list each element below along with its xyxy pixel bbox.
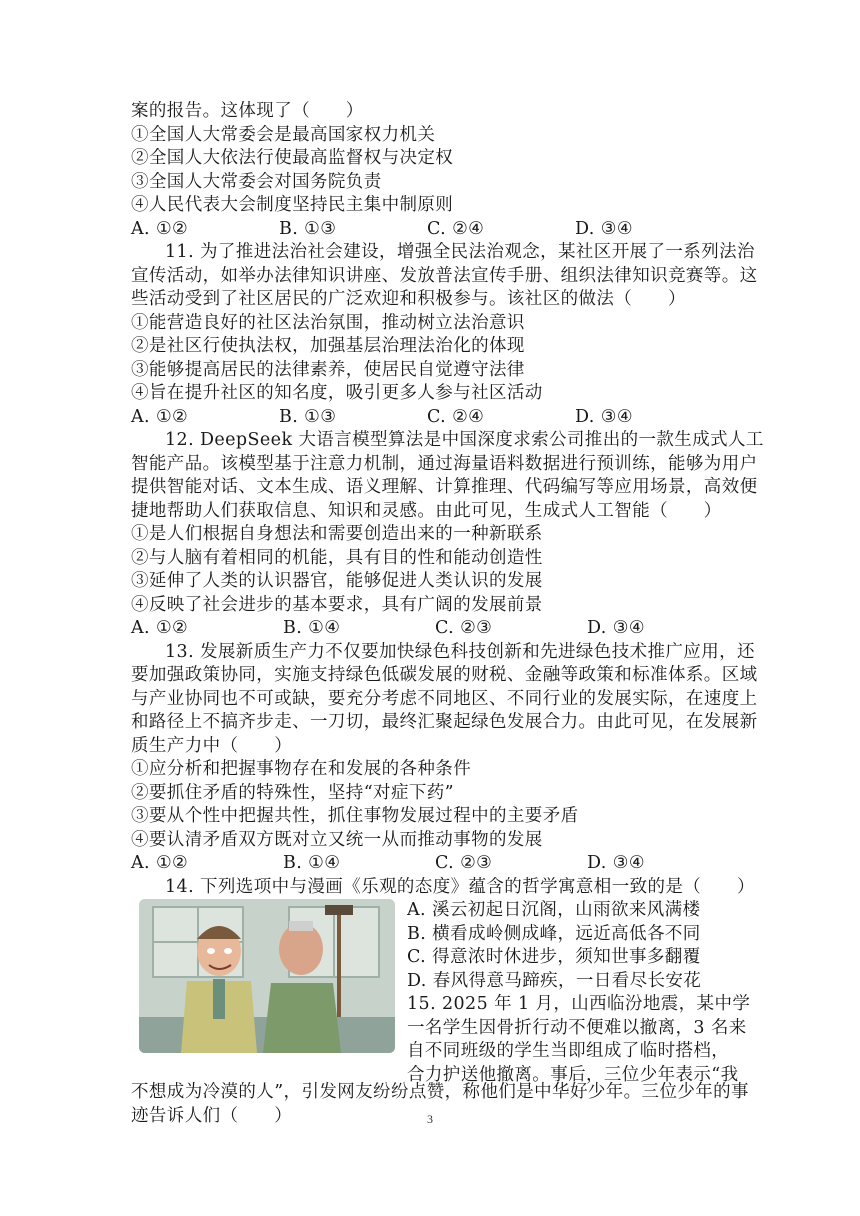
q10-stem-end: 案的报告。这体现了（ ） (131, 101, 364, 121)
q13-item-3: ③要从个性中把握共性，抓住事物发展过程中的主要矛盾 (131, 806, 579, 826)
q13-options (131, 852, 731, 876)
q10-options (131, 218, 731, 242)
q12-stem-line: 智能产品。该模型基于注意力机制，通过海量语料数据进行预训练，能够为用户 (131, 453, 758, 474)
q11-item-4: ④旨在提升社区的知名度，吸引更多人参与社区活动 (131, 383, 543, 403)
q12-stem-line: 12. DeepSeek 大语言模型算法是中国深度求索公司推出的一款生成式人工 (165, 430, 764, 450)
q13-item-4: ④要认清矛盾双方既对立又统一从而推动事物的发展 (131, 829, 543, 850)
q10-option-d[interactable]: D. ③④ (575, 218, 633, 239)
q13-stem-line: 13. 发展新质生产力不仅要加快绿色科技创新和先进绿色技术推广应用，还 (165, 641, 755, 662)
q10-option-a[interactable]: A. ①② (131, 218, 189, 239)
q14-option-a[interactable]: A. 溪云初起日沉阁，山雨欲来风满楼 (407, 900, 701, 920)
q12-item-3: ③延伸了人类的认识器官，能够促进人类认识的发展 (131, 571, 543, 591)
q11-options (131, 406, 731, 430)
q13-stem-line: 要加强政策协同，实施支持绿色低碳发展的财税、金融等政策和标准体系。区域 (131, 665, 758, 685)
q13-option-b[interactable]: B. ①④ (283, 853, 341, 873)
q11-stem-line: 些活动受到了社区居民的广泛欢迎和积极参与。该社区的做法（ ） (131, 289, 686, 309)
q15-stem-line: 一名学生因骨折行动不便难以撤离，3 名来 (407, 1017, 747, 1038)
q14-options-column (407, 899, 751, 1087)
q10-item-1: ①全国人大常委会是最高国家权力机关 (131, 124, 436, 145)
q11-option-a[interactable]: A. ①② (131, 406, 189, 427)
q12-stem-line: 提供智能对话、文本生成、语义理解、计算推理、代码编写等应用场景，高效便 (131, 477, 758, 497)
page-content (131, 100, 764, 1128)
page-number: 3 (427, 1112, 433, 1126)
q14-option-c[interactable]: C. 得意浓时休进步，须知世事多翻覆 (407, 947, 701, 967)
q15-stem-line: 合力护送他撤离。事后，三位少年表示“我 (407, 1064, 739, 1085)
q11-item-2: ②是社区行使执法权，加强基层治理法治化的体现 (131, 336, 525, 356)
q15-stem-line: 迹告诉人们（ ） (131, 1105, 293, 1126)
cartoon-image (139, 899, 395, 1053)
q12-item-1: ①是人们根据自身想法和需要创造出来的一种新联系 (131, 524, 543, 544)
q13-item-2: ②要抓住矛盾的特殊性，坚持“对症下药” (131, 782, 454, 803)
q14-block (131, 899, 751, 1085)
q13-option-d[interactable]: D. ③④ (587, 853, 645, 873)
q13-stem-line: 和路径上不搞齐步走、一刀切，最终汇聚起绿色发展合力。由此可见，在发展新 (131, 712, 758, 732)
q12-stem-line: 捷地帮助人们获取信息、知识和灵感。由此可见，生成式人工智能（ ） (131, 500, 722, 521)
q12-option-d[interactable]: D. ③④ (587, 618, 645, 638)
q10-option-b[interactable]: B. ①③ (279, 218, 337, 239)
q13-item-1: ①应分析和把握事物存在和发展的各种条件 (131, 759, 472, 779)
q14-option-b[interactable]: B. 横看成岭侧成峰，远近高低各不同 (407, 923, 701, 944)
q12-item-4: ④反映了社会进步的基本要求，具有广阔的发展前景 (131, 594, 543, 615)
q12-item-2: ②与人脑有着相同的机能，具有目的性和能动创造性 (131, 547, 543, 568)
q13-stem-line: 质生产力中（ ） (131, 735, 293, 756)
q13-stem-line: 与产业协同也不可或缺，要充分考虑不同地区、不同行业的发展实际，在速度上 (131, 688, 758, 709)
q11-stem-line: 11. 为了推进法治社会建设，增强全民法治观念，某社区开展了一系列法治 (165, 242, 755, 262)
q10-option-c[interactable]: C. ②④ (427, 218, 485, 239)
q15-stem-line: 15. 2025 年 1 月，山西临汾地震，某中学 (407, 994, 751, 1014)
q11-item-1: ①能营造良好的社区法治氛围，推动树立法治意识 (131, 312, 525, 333)
q15-stem-line: 不想成为冷漠的人”，引发网友纷纷点赞，称他们是中华好少年。三位少年的事 (131, 1082, 749, 1102)
q11-item-3: ③能够提高居民的法律素养，使居民自觉遵守法律 (131, 359, 525, 380)
q12-option-a[interactable]: A. ①② (131, 618, 189, 638)
q12-option-c[interactable]: C. ②③ (435, 618, 493, 638)
q10-item-2: ②全国人大依法行使最高监督权与决定权 (131, 148, 454, 168)
q13-option-a[interactable]: A. ①② (131, 853, 189, 873)
q10-item-4: ④人民代表大会制度坚持民主集中制原则 (131, 195, 454, 215)
q14-stem: 14. 下列选项中与漫画《乐观的态度》蕴含的哲学寓意相一致的是（ ） (165, 876, 755, 897)
q14-option-d[interactable]: D. 春风得意马蹄疾，一日看尽长安花 (407, 970, 702, 991)
q10-item-3: ③全国人大常委会对国务院负责 (131, 171, 382, 192)
q11-stem-line: 宣传活动，如举办法律知识讲座、发放普法宣传手册、组织法律知识竞赛等。这 (131, 265, 758, 286)
q12-option-b[interactable]: B. ①④ (283, 618, 341, 638)
cartoon-illustration (139, 899, 395, 1053)
q15-stem-line: 自不同班级的学生当即组成了临时搭档， (407, 1041, 730, 1061)
q11-option-c[interactable]: C. ②④ (427, 406, 485, 427)
q11-option-b[interactable]: B. ①③ (279, 406, 337, 427)
q13-option-c[interactable]: C. ②③ (435, 853, 493, 873)
q11-option-d[interactable]: D. ③④ (575, 406, 633, 427)
q12-options (131, 617, 731, 641)
